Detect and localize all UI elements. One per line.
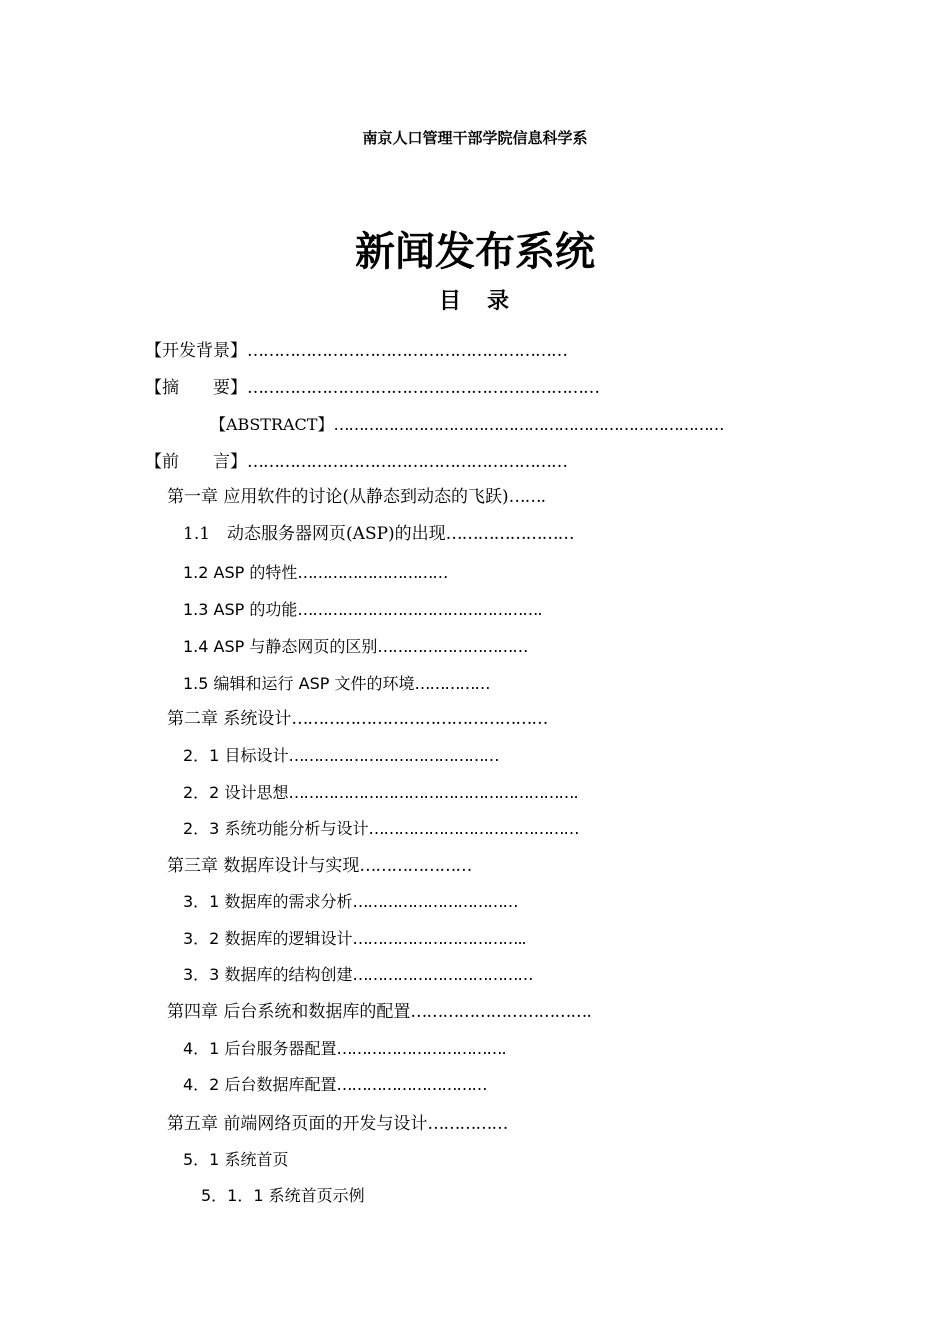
toc-entry-leader: …………… [414, 674, 490, 693]
toc-entry-1-2[interactable] [183, 562, 447, 584]
toc-entry-label: 3．2 数据库的逻辑设计 [183, 929, 353, 948]
toc-entry-3-2[interactable] [183, 928, 526, 950]
toc-entry-label: 【前 言】 [145, 452, 247, 472]
toc-entry-label: 1.1 动态服务器网页(ASP)的出现 [183, 524, 446, 544]
toc-entry-label: 第三章 数据库设计与实现 [167, 856, 360, 876]
toc-entry-chapter-1[interactable] [167, 486, 545, 508]
toc-entry-leader: ……………………………… [352, 965, 533, 984]
toc-entry-label: 【ABSTRACT】 [210, 415, 334, 434]
toc-entry-leader: ………………… [359, 856, 472, 876]
toc-entry-label: 4．2 后台数据库配置 [183, 1075, 337, 1094]
toc-entry-1-3[interactable] [183, 599, 541, 621]
toc-entry-label: 1.5 编辑和运行 ASP 文件的环境 [183, 674, 415, 693]
toc-entry-3-3[interactable] [183, 964, 532, 986]
toc-entry-leader: …………………………………………. [297, 600, 542, 619]
toc-entry-1-1[interactable] [183, 523, 574, 545]
toc-entry-label: 5．1 系统首页 [183, 1150, 289, 1169]
toc-entry-abstract-en[interactable] [210, 414, 723, 436]
toc-entry-chapter-3[interactable] [167, 855, 471, 877]
toc-entry-leader: …………………………… [352, 892, 518, 911]
toc-entry-3-1[interactable] [183, 891, 517, 913]
toc-entry-4-2[interactable] [183, 1074, 486, 1096]
toc-entry-4-1[interactable] [183, 1038, 506, 1060]
toc-entry-chapter-2[interactable] [167, 708, 547, 730]
toc-entry-label: 2．3 系统功能分析与设计 [183, 819, 369, 838]
toc-entry-leader: …………………………………… [288, 746, 499, 765]
toc-entry-background[interactable] [145, 340, 567, 362]
toc-entry-2-2[interactable] [183, 782, 578, 804]
toc-entry-label: 1.2 ASP 的特性 [183, 563, 298, 582]
toc-entry-leader: …………………………………………………………………… [333, 415, 724, 434]
toc-entry-leader: ………………………… [297, 563, 448, 582]
toc-entry-label: 第二章 系统设计 [167, 709, 292, 729]
toc-entry-leader: …………………………………………………. [288, 783, 578, 802]
toc-entry-label: 3．1 数据库的需求分析 [183, 892, 353, 911]
toc-entry-leader: …………… [427, 1114, 508, 1134]
toc-entry-label: 5．1．1 系统首页示例 [201, 1186, 365, 1205]
toc-entry-1-5[interactable] [183, 673, 489, 695]
toc-entry-5-1-1[interactable] [201, 1185, 365, 1207]
toc-entry-abstract-cn[interactable] [145, 377, 599, 399]
toc-entry-label: 2．2 设计思想 [183, 783, 289, 802]
toc-entry-leader: …………………………………………………… [247, 341, 567, 361]
toc-entry-label: 第四章 后台系统和数据库的配置 [167, 1002, 411, 1022]
toc-entry-chapter-5[interactable] [167, 1113, 507, 1135]
toc-entry-leader: …………………………………………………… [247, 452, 567, 472]
toc-entry-leader: …………………………………… [368, 819, 579, 838]
toc-entry-2-1[interactable] [183, 745, 498, 767]
toc-entry-leader: …………………………….. [352, 929, 526, 948]
toc-entry-leader: ……………………………. [336, 1039, 506, 1058]
institution-name: 南京人口管理干部学院信息科学系 [362, 129, 588, 147]
toc-entry-label: 4．1 后台服务器配置 [183, 1039, 337, 1058]
toc-entry-leader: ………………………… [377, 637, 528, 656]
toc-entry-leader: ………………………………………………………… [247, 378, 599, 398]
toc-entry-1-4[interactable] [183, 636, 527, 658]
toc-entry-label: 第五章 前端网络页面的开发与设计 [167, 1114, 428, 1134]
toc-entry-leader: ……………………………. [410, 1002, 591, 1022]
toc-entry-preface[interactable] [145, 451, 567, 473]
toc-entry-leader: ……. [508, 487, 546, 507]
toc-entry-leader: …………………… [445, 524, 574, 544]
toc-heading: 目 录 [438, 288, 511, 314]
toc-entry-2-3[interactable] [183, 818, 578, 840]
toc-entry-5-1[interactable] [183, 1149, 288, 1171]
toc-entry-leader: ………………………… [336, 1075, 487, 1094]
toc-entry-label: 2．1 目标设计 [183, 746, 289, 765]
toc-entry-label: 3．3 数据库的结构创建 [183, 965, 353, 984]
toc-entry-label: 1.3 ASP 的功能 [183, 600, 298, 619]
toc-entry-label: 1.4 ASP 与静态网页的区别 [183, 637, 378, 656]
toc-entry-leader: ………………………………………… [291, 709, 548, 729]
toc-entry-label: 【开发背景】 [145, 341, 247, 361]
document-title: 新闻发布系统 [355, 228, 595, 275]
toc-entry-label: 【摘 要】 [145, 378, 247, 398]
toc-entry-label: 第一章 应用软件的讨论(从静态到动态的飞跃) [167, 487, 509, 507]
toc-entry-chapter-4[interactable] [167, 1001, 591, 1023]
